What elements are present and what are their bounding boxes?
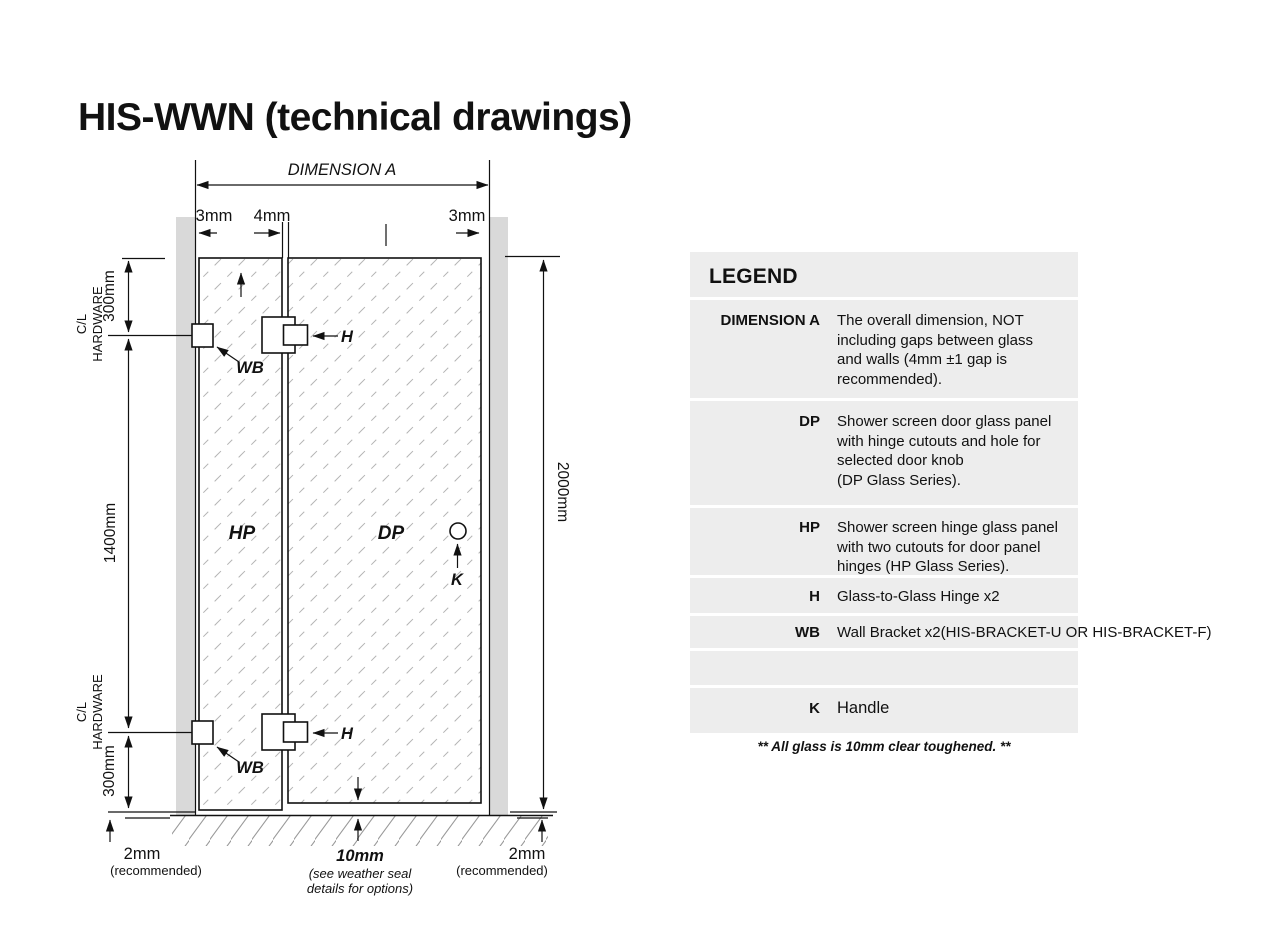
- page-title: HIS-WWN (technical drawings): [78, 96, 632, 140]
- floor-hatch: [172, 816, 548, 846]
- floor-gap-left-note: (recommended): [110, 863, 202, 878]
- wall-bracket-bottom: [192, 721, 213, 744]
- legend-description: The overall dimension, NOT including gaps between glass and walls (4mm ±1 gap is recommended).: [837, 312, 1033, 388]
- legend-term: K: [809, 700, 820, 717]
- cl-hardware-top-line2: HARDWARE: [90, 286, 105, 362]
- legend-description: Glass-to-Glass Hinge x2: [837, 588, 1000, 605]
- legend-row-empty: [690, 648, 1078, 685]
- dimension-a-label: DIMENSION A: [287, 161, 397, 179]
- hinge-top-label: H: [341, 328, 353, 346]
- legend-footnote: ** All glass is 10mm clear toughened. **: [757, 739, 1011, 754]
- legend-row-k: [690, 685, 1078, 733]
- dim-300-bottom-label: 300mm: [101, 745, 118, 797]
- floor-gap-center-value: 10mm: [336, 847, 384, 865]
- handle-label: K: [451, 571, 463, 589]
- dim-300-top-label: 300mm: [101, 270, 118, 322]
- wall-bracket-bottom-label: WB: [236, 759, 264, 777]
- legend-term: HP: [799, 519, 820, 536]
- gap-left-label: 3mm: [195, 207, 233, 225]
- handle-knob: [450, 523, 466, 539]
- legend-row-hp: [690, 505, 1078, 575]
- legend-panel: [690, 252, 1212, 733]
- legend-row-h: [690, 575, 1078, 613]
- hinge-bottom-label: H: [341, 725, 353, 743]
- legend-term: DIMENSION A: [720, 312, 820, 329]
- dimension-a: [197, 161, 488, 185]
- top-gap-dimensions: [196, 207, 486, 233]
- wall-bracket-top-label: WB: [236, 359, 264, 377]
- cl-hardware-bottom-line2: HARDWARE: [90, 674, 105, 750]
- right-wall: [489, 217, 508, 815]
- floor-gap-center-note-line1: (see weather seal: [308, 866, 412, 881]
- wall-bracket-top: [192, 324, 213, 347]
- cl-hardware-top-line1: C/L: [74, 313, 89, 335]
- dim-1400-label: 1400mm: [102, 502, 119, 564]
- floor-gap-center-note-line2: details for options): [306, 881, 414, 896]
- legend-description: Handle: [837, 699, 890, 717]
- legend-description: Shower screen hinge glass panel with two cutouts for door panel hinges (HP Glass Series).: [837, 519, 1058, 575]
- cl-hardware-bottom-line1: C/L: [74, 701, 89, 723]
- door-panel-label: DP: [377, 523, 405, 544]
- legend-term: H: [809, 588, 820, 605]
- legend-description: Shower screen door glass panel with hinge cutouts and hole for selected door knob (DP Glass Series).: [837, 413, 1052, 489]
- legend-description: Wall Bracket x2(HIS-BRACKET-U OR HIS-BRACKET-F): [837, 624, 1212, 641]
- right-dimension: [505, 257, 571, 819]
- legend-row-wb: [690, 613, 1212, 648]
- floor-gap-right-value: 2mm: [508, 845, 546, 863]
- legend-row-dimension-a: [690, 297, 1078, 398]
- floor-gap-left-value: 2mm: [123, 845, 161, 863]
- gap-right-label: 3mm: [448, 207, 486, 225]
- legend-title: LEGEND: [709, 265, 798, 288]
- gap-middle-label: 4mm: [253, 207, 291, 225]
- dim-2000-label: 2000mm: [554, 461, 571, 523]
- hinge-panel-label: HP: [228, 523, 256, 544]
- legend-row-dp: [690, 398, 1078, 505]
- legend-term: WB: [795, 624, 820, 641]
- floor-gap-right-note: (recommended): [456, 863, 548, 878]
- legend-term: DP: [799, 413, 820, 430]
